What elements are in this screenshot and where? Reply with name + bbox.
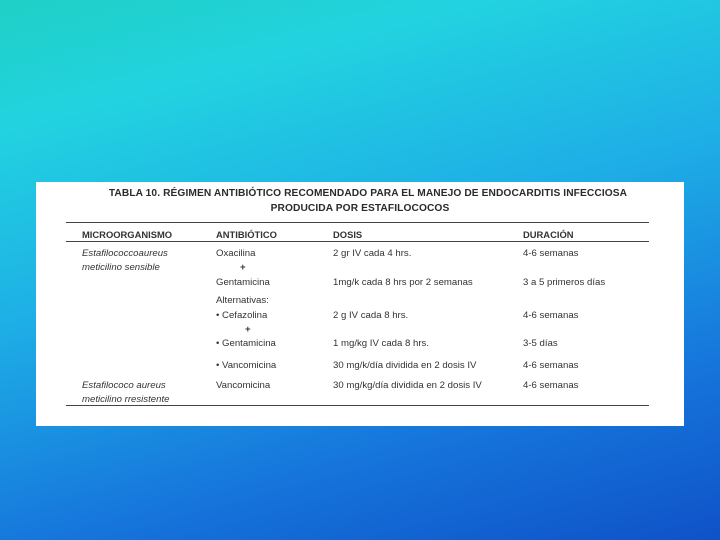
table-top-rule <box>66 222 649 223</box>
row1-dose-1: 2 gr IV cada 4 hrs. <box>333 248 412 259</box>
row2-duration: 4-6 semanas <box>523 380 579 391</box>
row1-duration-2: 3 a 5 primeros días <box>523 277 606 288</box>
row1-dose-2: 1mg/k cada 8 hrs por 2 semanas <box>333 277 473 288</box>
alternative-plus: + <box>245 324 251 335</box>
table-header-rule <box>66 241 649 242</box>
alternative-duration-1: 4-6 semanas <box>523 310 579 321</box>
table-image <box>36 182 684 426</box>
row1-microorganism-line1: Estafilococcoaureus <box>82 248 168 259</box>
alternative-duration-2: 3-5 días <box>523 338 558 349</box>
alternative-dose-1: 2 g IV cada 8 hrs. <box>333 310 409 321</box>
row1-antibiotic-1: Oxacilina <box>216 248 256 259</box>
header-duration: DURACIÓN <box>523 229 574 240</box>
alternative-duration-3: 4-6 semanas <box>523 360 579 371</box>
table-bottom-rule <box>66 405 649 406</box>
alternative-antibiotic-1: • Cefazolina <box>216 310 268 321</box>
header-microorganism: MICROORGANISMO <box>82 229 173 240</box>
row1-duration-1: 4-6 semanas <box>523 248 579 259</box>
row1-plus: + <box>240 262 246 273</box>
row1-antibiotic-2: Gentamicina <box>216 277 270 288</box>
row1-microorganism-line2: meticilino sensible <box>82 262 160 273</box>
row2-dose: 30 mg/kg/día dividida en 2 dosis IV <box>333 380 482 391</box>
row2-microorganism-line1: Estafilococo aureus <box>82 380 166 391</box>
header-antibiotic: ANTIBIÓTICO <box>216 229 277 240</box>
table-title-line-1: TABLA 10. RÉGIMEN ANTIBIÓTICO RECOMENDADO PARA EL MANEJO DE ENDOCARDITIS INFECCIOSA <box>108 188 628 199</box>
alternatives-label: Alternativas: <box>216 295 269 306</box>
alternative-dose-3: 30 mg/k/día dividida en 2 dosis IV <box>333 360 477 371</box>
row2-antibiotic: Vancomicina <box>216 380 271 391</box>
row2-microorganism-line2: meticilino rresistente <box>82 394 170 405</box>
table-title-line-2: PRODUCIDA POR ESTAFILOCOCOS <box>270 203 450 214</box>
alternative-antibiotic-3: • Vancomicina <box>216 360 277 371</box>
alternative-antibiotic-2: • Gentamicina <box>216 338 276 349</box>
alternative-dose-2: 1 mg/kg IV cada 8 hrs. <box>333 338 429 349</box>
header-dose: DOSIS <box>333 229 363 240</box>
